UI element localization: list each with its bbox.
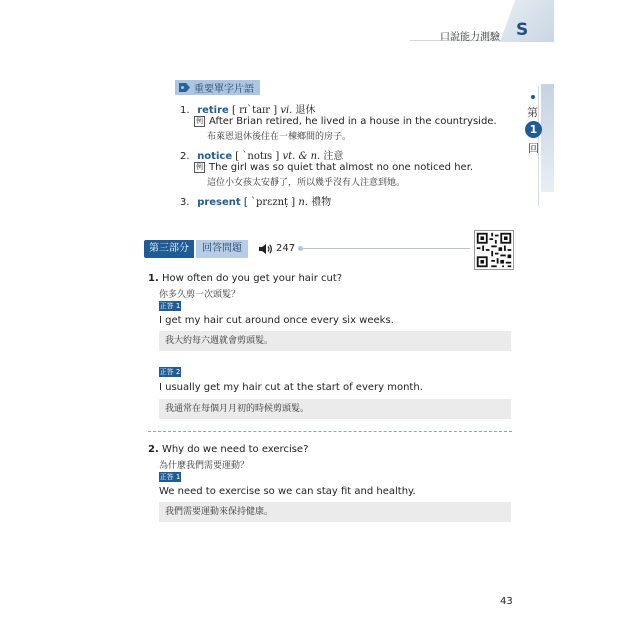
qr-code-icon[interactable] — [474, 230, 514, 270]
question-translation: 你多久剪一次頭髮？ — [159, 290, 241, 300]
answer-english: I get my hair cut around once every six weeks. — [159, 315, 394, 326]
question-divider — [148, 431, 512, 432]
vocab-meaning: 退休 — [295, 105, 316, 116]
audio-track-number: 247 — [276, 243, 296, 254]
side-tab-prefix: 第 — [527, 106, 538, 119]
question-translation: 為什麼我們需要運動？ — [159, 461, 250, 471]
vocab-meaning: 禮物 — [311, 197, 332, 208]
page-number: 43 — [500, 596, 513, 607]
question-number: 1. — [148, 273, 159, 284]
vocab-pos: n. — [298, 197, 308, 208]
vocab-number: 2. — [180, 151, 190, 162]
part-title: 回答問題 — [196, 240, 248, 258]
vocab-number: 1. — [180, 105, 190, 116]
vocab-example-text: After Brian retired, he lived in a house in the countryside. — [209, 116, 497, 127]
side-dot — [531, 95, 535, 99]
part-rule — [300, 248, 470, 249]
speaker-icon[interactable] — [259, 243, 273, 255]
example-badge: 例 — [196, 163, 203, 171]
vocab-word: retire — [197, 105, 229, 116]
vocab-word: present — [197, 197, 241, 208]
vocab-translation: 這位小女孩太安靜了，所以幾乎沒有人注意到她。 — [207, 178, 406, 188]
vocab-phonetic: [ ˋnotɪs ] — [235, 151, 280, 162]
example-badge: 例 — [196, 117, 203, 125]
vocab-meaning: 注意 — [323, 151, 344, 162]
side-tab — [541, 84, 554, 192]
part-rule-dot — [298, 246, 303, 251]
vocab-pos: vt. & n. — [282, 151, 321, 162]
answer-translation-box: 我大約每六週就會剪頭髮。 — [159, 331, 511, 351]
vocab-phonetic: [ ˋprɛznṭ ] — [243, 197, 296, 208]
vocab-translation: 布萊恩退休後住在一棟鄉間的房子。 — [207, 132, 352, 142]
answer-translation-box: 我通常在每個月月初的時候剪頭髮。 — [159, 399, 511, 419]
part-label: 第三部分 — [144, 240, 194, 258]
vocab-number: 3. — [180, 197, 190, 208]
side-tab-suffix: 回 — [528, 142, 539, 155]
vocab-phonetic: [ rɪˋtaɪr ] — [232, 105, 278, 116]
question-text: Why do we need to exercise? — [161, 444, 309, 455]
answer-badge: 正答 1 — [159, 302, 181, 310]
question-number: 2. — [148, 444, 159, 455]
vocab-pos: vi. — [280, 105, 293, 116]
question — [148, 444, 308, 455]
tag-icon — [179, 83, 190, 92]
side-tab-number: 1 — [525, 121, 542, 138]
vocab-heading — [175, 80, 260, 95]
vocab-heading-text: 重要單字片語 — [194, 84, 254, 95]
answer-english: I usually get my hair cut at the start of every month. — [159, 382, 423, 393]
answer-badge: 正答 1 — [159, 473, 181, 481]
vocab-example-text: The girl was so quiet that almost no one noticed her. — [209, 162, 474, 173]
header-title: 口說能力測驗 — [440, 32, 500, 43]
section-letter: S — [516, 20, 529, 40]
question-text: How often do you get your hair cut? — [161, 273, 343, 284]
answer-english: We need to exercise so we can stay fit and healthy. — [159, 486, 416, 497]
vocab-item — [180, 193, 331, 208]
vocab-word: notice — [197, 151, 233, 162]
vocab-item — [180, 147, 343, 162]
vocab-example — [194, 116, 497, 127]
answer-badge: 正答 2 — [159, 368, 181, 376]
answer-translation-box: 我們需要運動來保持健康。 — [159, 502, 511, 522]
vocab-item — [180, 101, 316, 116]
vocab-example — [194, 162, 473, 173]
question — [148, 273, 342, 284]
